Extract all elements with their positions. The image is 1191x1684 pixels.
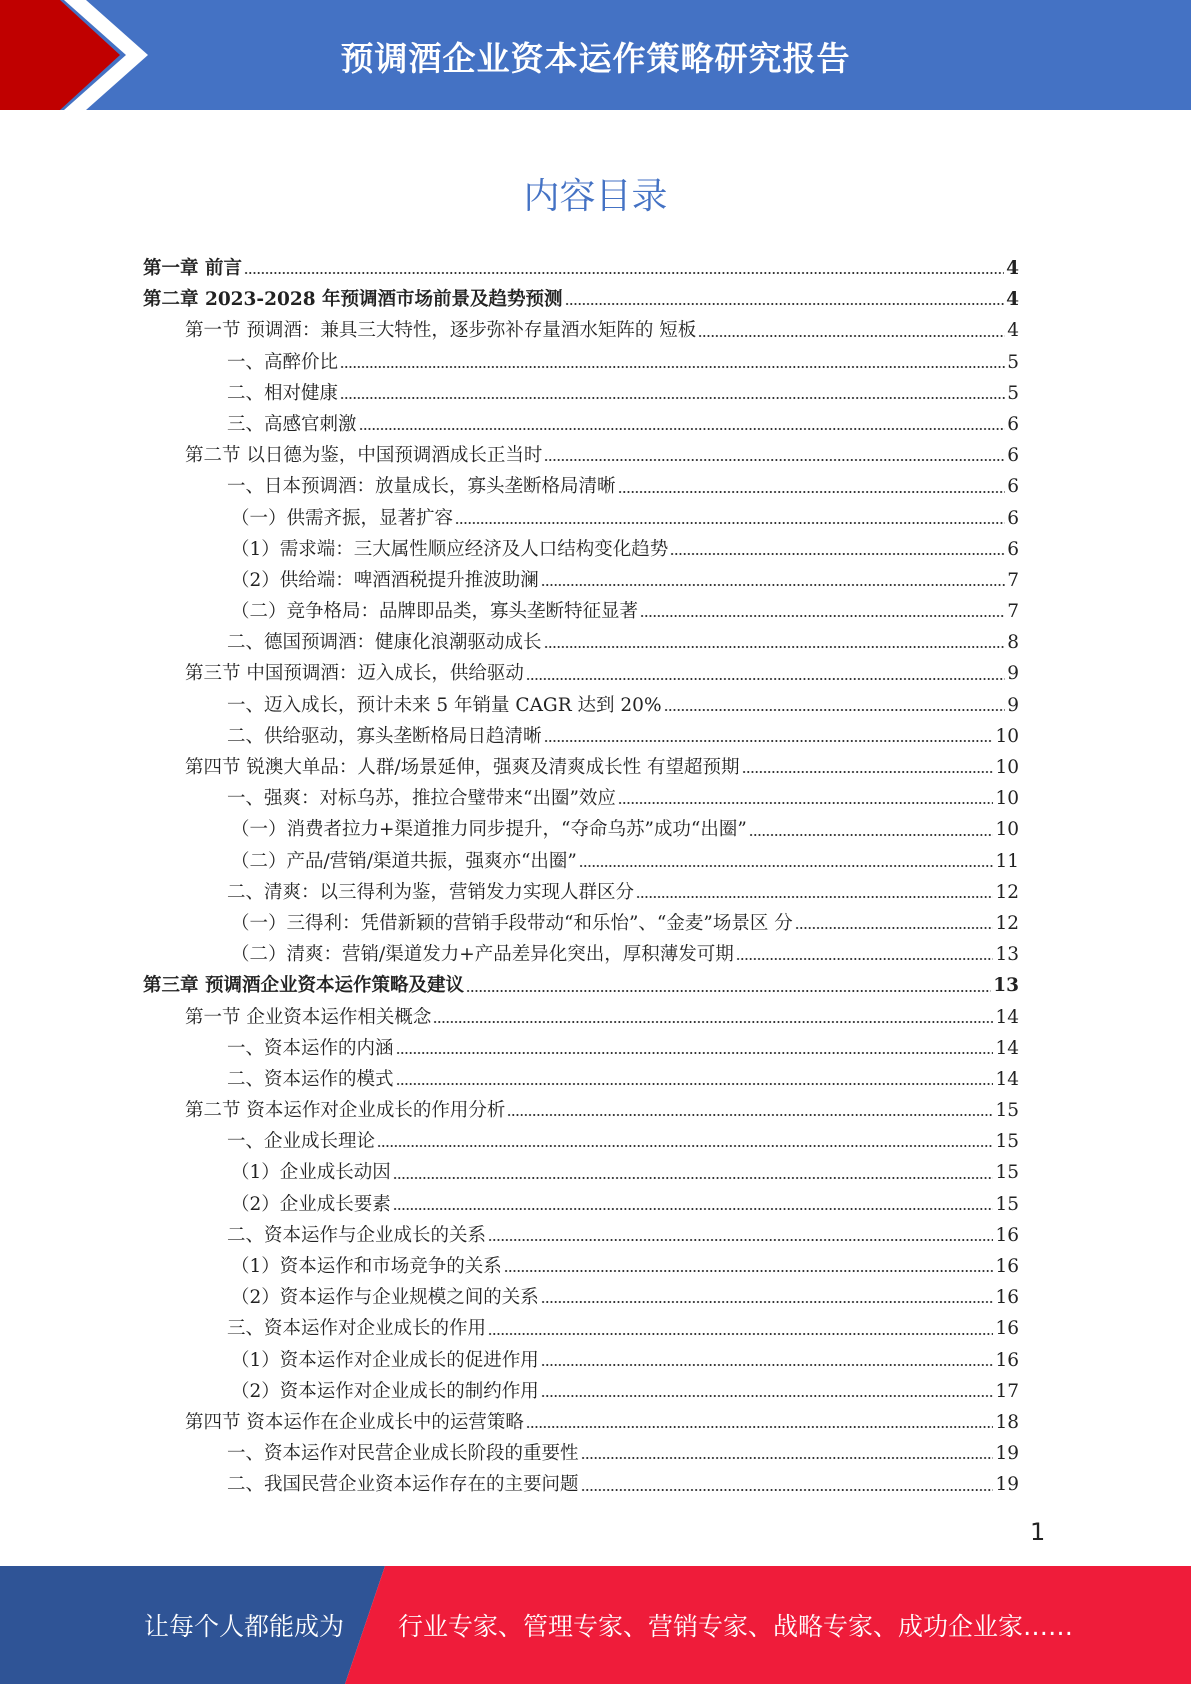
toc-entry[interactable] xyxy=(143,1126,1019,1157)
toc-entry[interactable] xyxy=(143,1189,1019,1220)
dot-leader xyxy=(618,490,1006,494)
toc-entry-page: 7 xyxy=(1007,601,1019,623)
toc-entry[interactable] xyxy=(143,503,1019,534)
toc-entry-label: 一、迈入成长，预计未来 5 年销量 CAGR 达到 20% xyxy=(227,694,662,716)
toc-entry[interactable] xyxy=(143,752,1019,783)
dot-leader xyxy=(618,801,994,805)
toc-entry-page: 15 xyxy=(995,1100,1019,1122)
toc-entry[interactable] xyxy=(143,1282,1019,1313)
toc-entry-page: 11 xyxy=(995,850,1019,872)
page-number: 1 xyxy=(1030,1518,1046,1546)
footer-banner xyxy=(0,1566,1191,1684)
toc-entry-label: 一、资本运作对民营企业成长阶段的重要性 xyxy=(227,1443,579,1465)
dot-leader xyxy=(579,864,994,868)
dot-leader xyxy=(795,926,994,930)
toc-entry-label: 二、供给驱动，寡头垄断格局日趋清晰 xyxy=(227,725,542,747)
toc-entry-page: 6 xyxy=(1007,538,1019,560)
toc-entry-page: 15 xyxy=(995,1193,1019,1215)
dot-leader xyxy=(664,708,1006,712)
dot-leader xyxy=(698,334,1005,338)
toc-entry-page: 7 xyxy=(1007,569,1019,591)
toc-entry-page: 6 xyxy=(1007,413,1019,435)
dot-leader xyxy=(393,1207,994,1211)
dot-leader xyxy=(581,1488,994,1492)
toc-entry-label: （1）资本运作对企业成长的促进作用 xyxy=(231,1349,539,1371)
toc-entry[interactable] xyxy=(143,1251,1019,1282)
toc-entry[interactable] xyxy=(143,596,1019,627)
toc-entry-label: （一）消费者拉力+渠道推力同步提升，“夺命乌苏”成功“出圈” xyxy=(231,819,747,841)
toc-entry[interactable] xyxy=(143,1345,1019,1376)
dot-leader xyxy=(393,1176,994,1180)
toc-entry-label: 二、相对健康 xyxy=(227,382,339,404)
dot-leader xyxy=(396,1082,994,1086)
dot-leader xyxy=(526,677,1005,681)
toc-entry-label: 一、高醉价比 xyxy=(227,351,339,373)
toc-entry[interactable] xyxy=(143,565,1019,596)
toc-entry-label: 第三节 中国预调酒：迈入成长，供给驱动 xyxy=(185,663,524,685)
toc-entry-label: 二、德国预调酒：健康化浪潮驱动成长 xyxy=(227,632,542,654)
toc-entry[interactable] xyxy=(143,814,1019,845)
dot-leader xyxy=(749,833,994,837)
dot-leader xyxy=(581,1456,994,1460)
toc-entry-label: 二、清爽：以三得利为鉴，营销发力实现人群区分 xyxy=(227,881,635,903)
toc-entry[interactable] xyxy=(143,846,1019,877)
toc-entry-page: 19 xyxy=(995,1443,1019,1465)
toc-entry-page: 17 xyxy=(995,1380,1019,1402)
dot-leader xyxy=(507,1113,993,1117)
toc-entry-page: 16 xyxy=(995,1256,1019,1277)
dot-leader xyxy=(488,1238,993,1242)
dot-leader xyxy=(742,770,994,774)
toc-entry-label: （1）企业成长动因 xyxy=(231,1162,391,1184)
toc-entry-label: 一、日本预调酒：放量成长，寡头垄断格局清晰 xyxy=(227,476,616,498)
table-of-contents xyxy=(143,253,1019,1501)
toc-entry[interactable] xyxy=(143,1095,1019,1126)
dot-leader xyxy=(466,989,991,993)
toc-entry[interactable] xyxy=(143,534,1019,565)
toc-entry-label: （一）供需齐振，显著扩容 xyxy=(231,507,454,529)
header-banner xyxy=(0,0,1191,110)
toc-entry[interactable] xyxy=(143,1438,1019,1469)
dot-leader xyxy=(541,1394,994,1398)
toc-entry[interactable] xyxy=(143,877,1019,908)
toc-entry-page: 19 xyxy=(995,1474,1019,1496)
dot-leader xyxy=(244,271,1004,275)
toc-entry-label: 第四节 资本运作在企业成长中的运营策略 xyxy=(185,1411,524,1433)
toc-entry-label: （2）供给端：啤酒酒税提升推波助澜 xyxy=(231,569,539,591)
toc-entry[interactable] xyxy=(143,658,1019,689)
toc-entry-label: 第二章 2023-2028 年预调酒市场前景及趋势预测 xyxy=(143,289,563,311)
toc-entry-page: 15 xyxy=(995,1131,1019,1153)
toc-entry-page: 16 xyxy=(995,1224,1019,1246)
toc-entry-label: 第一章 前言 xyxy=(143,258,242,279)
toc-entry[interactable] xyxy=(143,378,1019,409)
toc-entry-label: 二、资本运作的模式 xyxy=(227,1068,394,1090)
toc-entry-label: （一）三得利：凭借新颖的营销手段带动“和乐怡”、“金麦”场景区 分 xyxy=(231,912,793,934)
toc-entry-page: 6 xyxy=(1007,445,1019,467)
dot-leader xyxy=(541,583,1005,587)
toc-entry-page: 6 xyxy=(1007,476,1019,498)
toc-entry[interactable] xyxy=(143,908,1019,939)
toc-entry[interactable] xyxy=(143,284,1019,315)
toc-entry[interactable] xyxy=(143,315,1019,346)
toc-entry-label: 第二节 以日德为鉴，中国预调酒成长正当时 xyxy=(185,445,543,467)
toc-entry-label: 二、资本运作与企业成长的关系 xyxy=(227,1224,487,1246)
toc-entry-label: （1）资本运作和市场竞争的关系 xyxy=(231,1256,502,1277)
toc-entry[interactable] xyxy=(143,783,1019,814)
toc-entry-page: 4 xyxy=(1006,289,1019,311)
toc-entry[interactable] xyxy=(143,970,1019,1001)
toc-entry-label: 第二节 资本运作对企业成长的作用分析 xyxy=(185,1100,506,1122)
dot-leader xyxy=(544,739,994,743)
toc-entry-page: 12 xyxy=(995,881,1019,903)
toc-entry[interactable] xyxy=(143,253,1019,284)
toc-entry-label: （1）需求端：三大属性顺应经济及人口结构变化趋势 xyxy=(231,538,669,560)
toc-entry-label: 一、资本运作的内涵 xyxy=(227,1037,394,1059)
dot-leader xyxy=(340,396,1005,400)
toc-entry-page: 14 xyxy=(995,1006,1019,1028)
dot-leader xyxy=(636,895,993,899)
toc-entry[interactable] xyxy=(143,347,1019,378)
toc-entry[interactable] xyxy=(143,471,1019,502)
toc-entry-page: 8 xyxy=(1007,632,1019,654)
toc-entry-label: （2）资本运作对企业成长的制约作用 xyxy=(231,1380,539,1402)
toc-entry-page: 10 xyxy=(995,725,1019,747)
dot-leader xyxy=(736,957,994,961)
toc-entry[interactable] xyxy=(143,939,1019,970)
toc-entry-page: 13 xyxy=(993,975,1019,997)
toc-entry[interactable] xyxy=(143,1469,1019,1500)
dot-leader xyxy=(544,645,1006,649)
toc-entry-page: 10 xyxy=(995,757,1019,778)
toc-entry[interactable] xyxy=(143,690,1019,721)
dot-leader xyxy=(396,1051,994,1055)
toc-entry[interactable] xyxy=(143,1157,1019,1188)
toc-entry-page: 12 xyxy=(995,912,1019,934)
dot-leader xyxy=(544,458,1005,462)
toc-entry-page: 4 xyxy=(1007,320,1019,342)
toc-entry[interactable] xyxy=(143,1376,1019,1407)
toc-entry[interactable] xyxy=(143,721,1019,752)
dot-leader xyxy=(504,1269,994,1273)
toc-entry[interactable] xyxy=(143,440,1019,471)
dot-leader xyxy=(488,1332,993,1336)
dot-leader xyxy=(640,614,1005,618)
dot-leader xyxy=(565,302,1005,306)
toc-entry-label: 第一节 企业资本运作相关概念 xyxy=(185,1006,432,1028)
footer-slogan-left: 让每个人都能成为 xyxy=(144,1612,345,1641)
toc-entry[interactable] xyxy=(143,1220,1019,1251)
toc-entry-label: （二）竞争格局：品牌即品类，寡头垄断特征显著 xyxy=(231,601,639,623)
toc-entry-label: （二）清爽：营销/渠道发力+产品差异化突出，厚积薄发可期 xyxy=(231,944,734,966)
toc-entry-label: 一、强爽：对标乌苏，推拉合璧带来“出圈”效应 xyxy=(227,788,616,810)
dot-leader xyxy=(433,1020,993,1024)
toc-entry-page: 10 xyxy=(995,819,1019,841)
toc-entry-page: 16 xyxy=(995,1349,1019,1371)
toc-entry-page: 4 xyxy=(1006,258,1019,279)
toc-entry[interactable] xyxy=(143,1407,1019,1438)
dot-leader xyxy=(526,1425,994,1429)
toc-entry-label: 二、我国民营企业资本运作存在的主要问题 xyxy=(227,1474,579,1496)
toc-entry-page: 5 xyxy=(1007,382,1019,404)
dot-leader xyxy=(377,1144,993,1148)
toc-entry-label: （2）资本运作与企业规模之间的关系 xyxy=(231,1287,539,1309)
toc-entry[interactable] xyxy=(143,627,1019,658)
toc-entry-page: 13 xyxy=(995,944,1019,966)
toc-entry[interactable] xyxy=(143,1064,1019,1095)
toc-entry-page: 9 xyxy=(1007,694,1019,716)
toc-entry-label: 第一节 预调酒：兼具三大特性，逐步弥补存量酒水矩阵的 短板 xyxy=(185,320,697,342)
toc-entry[interactable] xyxy=(143,1313,1019,1344)
toc-entry[interactable] xyxy=(143,409,1019,440)
report-title: 预调酒企业资本运作策略研究报告 xyxy=(340,38,851,78)
dot-leader xyxy=(340,365,1005,369)
toc-entry-label: （2）企业成长要素 xyxy=(231,1193,391,1215)
dot-leader xyxy=(455,521,1005,525)
toc-entry[interactable] xyxy=(143,1002,1019,1033)
toc-entry-page: 14 xyxy=(995,1037,1019,1059)
dot-leader xyxy=(670,552,1005,556)
toc-entry-page: 6 xyxy=(1007,507,1019,529)
toc-entry-label: （二）产品/营销/渠道共振，强爽亦“出圈” xyxy=(231,850,577,872)
toc-entry[interactable] xyxy=(143,1033,1019,1064)
toc-entry-page: 14 xyxy=(995,1068,1019,1090)
toc-entry-page: 16 xyxy=(995,1318,1019,1340)
toc-entry-page: 5 xyxy=(1007,351,1019,373)
toc-entry-page: 10 xyxy=(995,788,1019,810)
toc-entry-page: 9 xyxy=(1007,663,1019,685)
toc-heading: 内容目录 xyxy=(523,176,668,217)
dot-leader xyxy=(541,1300,994,1304)
toc-entry-label: 一、企业成长理论 xyxy=(227,1131,376,1153)
toc-entry-page: 15 xyxy=(995,1162,1019,1184)
toc-entry-label: 第四节 锐澳大单品：人群/场景延伸，强爽及清爽成长性 有望超预期 xyxy=(185,757,740,778)
toc-entry-label: 三、高感官刺激 xyxy=(227,413,357,435)
toc-entry-page: 18 xyxy=(995,1411,1019,1433)
dot-leader xyxy=(541,1363,994,1367)
toc-entry-page: 16 xyxy=(995,1287,1019,1309)
dot-leader xyxy=(359,427,1006,431)
footer-slogan-right: 行业专家、管理专家、营销专家、战略专家、成功企业家…… xyxy=(398,1612,1074,1641)
toc-entry-label: 第三章 预调酒企业资本运作策略及建议 xyxy=(143,975,464,997)
toc-entry-label: 三、资本运作对企业成长的作用 xyxy=(227,1318,487,1340)
